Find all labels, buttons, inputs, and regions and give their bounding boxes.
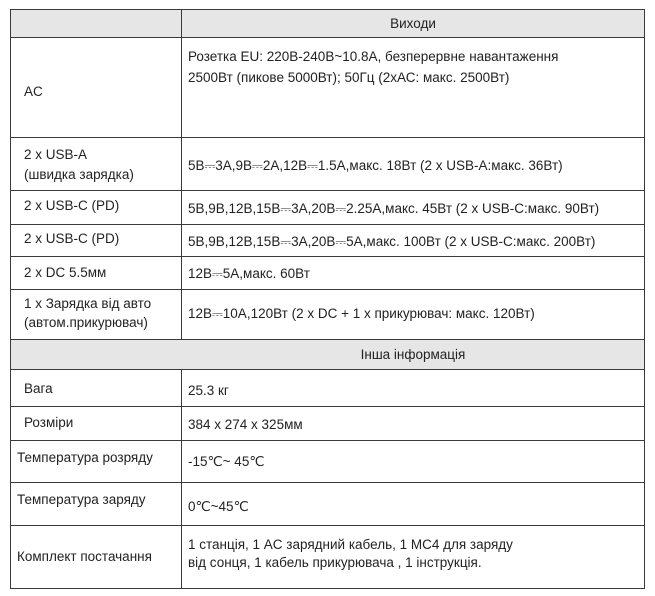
table-row-discharge-temp (10, 440, 645, 482)
row-value (181, 190, 645, 224)
label-line: Температура розряду (17, 450, 153, 465)
other-section-title: Інша інформація (360, 347, 466, 362)
row-value (181, 256, 645, 289)
row-label (10, 37, 181, 137)
label-line: 1 x Зарядка від авто (24, 296, 152, 311)
grid-line (10, 482, 645, 483)
label-line: (автом.прикурювач) (24, 315, 148, 330)
row-label (10, 137, 181, 190)
row-label (10, 190, 181, 224)
row-label (10, 406, 181, 440)
value-line: від сонця, 1 кабель прикурювача , 1 інструкція. (188, 555, 482, 570)
grid-line (181, 9, 182, 339)
label-line: 2 x USB-A (24, 147, 88, 162)
row-label (10, 289, 181, 339)
value-line: 5В,9В,12В,15В⎓3A,20В⎓2.25A,макс. 45Вт (2 x USB-C:макс. 90Вт) (188, 201, 600, 216)
value-line: 384 x 274 x 325мм (188, 417, 303, 432)
row-label (10, 482, 181, 525)
table-row-usb-c-45 (10, 190, 645, 224)
label-line: Вага (24, 381, 53, 396)
row-value (181, 482, 645, 525)
grid-line (10, 440, 645, 441)
row-value (181, 406, 645, 440)
table-row-usb-a (10, 137, 645, 190)
grid-line (10, 9, 11, 589)
value-line: 12В⎓5A,макс. 60Вт (188, 266, 310, 281)
grid-line (10, 256, 645, 257)
row-value (181, 369, 645, 406)
value-line: 2500Вт (пикове 5000Вт); 50Гц (2хАС: макс. 2500Вт) (188, 70, 510, 85)
row-value (181, 289, 645, 339)
outputs-section-title: Виходи (390, 16, 436, 31)
row-value (181, 440, 645, 482)
label-line: AC (24, 84, 43, 99)
grid-line (10, 190, 645, 191)
table-row-usb-c-100 (10, 224, 645, 256)
label-line: (швидка зарядка) (24, 167, 134, 182)
table-row-car-charger (10, 289, 645, 339)
label-line: Комплект постачання (17, 549, 152, 564)
row-value (181, 137, 645, 190)
grid-line (10, 289, 645, 290)
label-line: 2 x USB-C (PD) (24, 231, 120, 246)
row-label (10, 224, 181, 256)
value-line: 12В⎓10A,120Вт (2 x DC + 1 x прикурювач: макс. 120Вт) (188, 306, 535, 321)
row-value (181, 224, 645, 256)
grid-line (10, 9, 645, 10)
label-line: 2 x DC 5.5мм (24, 265, 107, 280)
value-line: Розетка EU: 220В-240В~10.8А, безперервне навантаження (188, 49, 559, 64)
grid-line (10, 339, 645, 340)
grid-line (10, 37, 645, 38)
row-value (181, 37, 645, 137)
row-label (10, 256, 181, 289)
row-value (181, 525, 645, 588)
label-line: Розміри (24, 415, 74, 430)
value-line: 1 станція, 1 AC зарядний кабель, 1 MC4 для заряду (188, 537, 513, 552)
table-row-ac (10, 37, 645, 137)
table-row-charge-temp (10, 482, 645, 525)
value-line: -15℃~ 45℃ (188, 454, 265, 469)
grid-line (10, 369, 645, 370)
row-label (10, 440, 181, 482)
label-line: 2 x USB-C (PD) (24, 198, 120, 213)
value-line: 0℃~45℃ (188, 499, 249, 514)
grid-line (10, 406, 645, 407)
grid-line (10, 224, 645, 225)
grid-line (10, 588, 645, 589)
value-line: 5В,9В,12В,15В⎓3A,20В⎓5A,макс. 100Вт (2 x USB-C:макс. 200Вт) (188, 234, 596, 249)
value-line: 25.3 кг (188, 383, 229, 398)
grid-line (181, 369, 182, 589)
grid-line (644, 9, 645, 589)
table-row-dimensions (10, 406, 645, 440)
table-row-package (10, 525, 645, 588)
value-line: 5В⎓3A,9В⎓2A,12В⎓1.5A,макс. 18Вт (2 x USB-A:макс. 36Вт) (188, 158, 563, 173)
row-label (10, 369, 181, 406)
row-label (10, 525, 181, 588)
table-row-dc (10, 256, 645, 289)
label-line: Температура заряду (17, 492, 146, 507)
grid-line (10, 137, 645, 138)
table-row-weight (10, 369, 645, 406)
grid-line (10, 525, 645, 526)
